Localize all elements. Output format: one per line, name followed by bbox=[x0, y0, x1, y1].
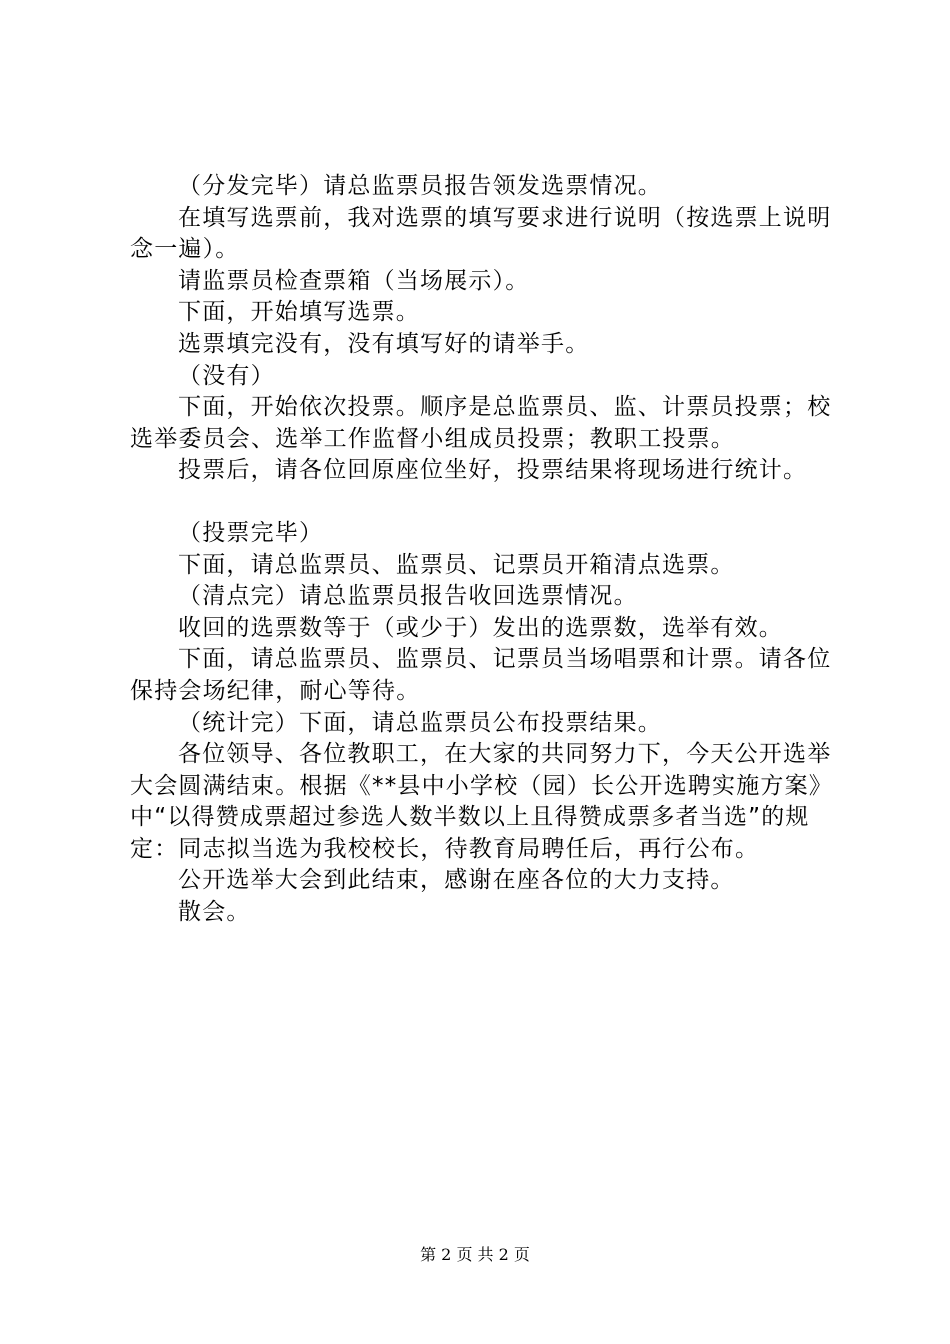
paragraph: （清点完）请总监票员报告收回选票情况。 bbox=[178, 583, 638, 610]
paragraph: 下面，请总监票员、监票员、记票员开箱清点选票。 bbox=[178, 551, 735, 578]
paragraph: 下面，开始填写选票。 bbox=[178, 299, 420, 326]
paragraph: （投票完毕） bbox=[178, 519, 324, 546]
paragraph: （统计完）下面，请总监票员公布投票结果。 bbox=[178, 709, 662, 736]
paragraph: 请监票员检查票箱（当场展示）。 bbox=[178, 267, 530, 294]
paragraph: 散会。 bbox=[178, 899, 251, 926]
paragraph: 公开选举大会到此结束，感谢在座各位的大力支持。 bbox=[178, 867, 735, 894]
paragraph: 下面，开始依次投票。顺序是总监票员、监、计票员投票；校选举委员会、选举工作监督小组成员投票；教职工投票。 bbox=[130, 394, 832, 452]
paragraph: 收回的选票数等于（或少于）发出的选票数，选举有效。 bbox=[178, 614, 783, 641]
paragraph: 下面，请总监票员、监票员、记票员当场唱票和计票。请各位保持会场纪律，耐心等待。 bbox=[130, 646, 832, 704]
paragraph: （分发完毕）请总监票员报告领发选票情况。 bbox=[178, 173, 662, 199]
paragraph: 各位领导、各位教职工，在大家的共同努力下，今天公开选举大会圆满结束。根据《**县中小学校（园）长公开选聘实施方案》中“以得赞成票超过参选人数半数以上且得赞成票多者当选”的规定：同志拟当选为我校校长，待教育局聘任后，再行公布。 bbox=[130, 741, 833, 862]
paragraph: （没有） bbox=[178, 362, 275, 389]
document-body bbox=[130, 171, 842, 929]
page-number-footer: 第 2 页 共 2 页 bbox=[420, 1245, 530, 1264]
paragraph: 选票填完没有，没有填写好的请举手。 bbox=[178, 330, 590, 357]
paragraph: 投票后，请各位回原座位坐好，投票结果将现场进行统计。 bbox=[178, 457, 808, 484]
paragraph: 在填写选票前，我对选票的填写要求进行说明（按选票上说明念一遍）。 bbox=[130, 204, 832, 263]
